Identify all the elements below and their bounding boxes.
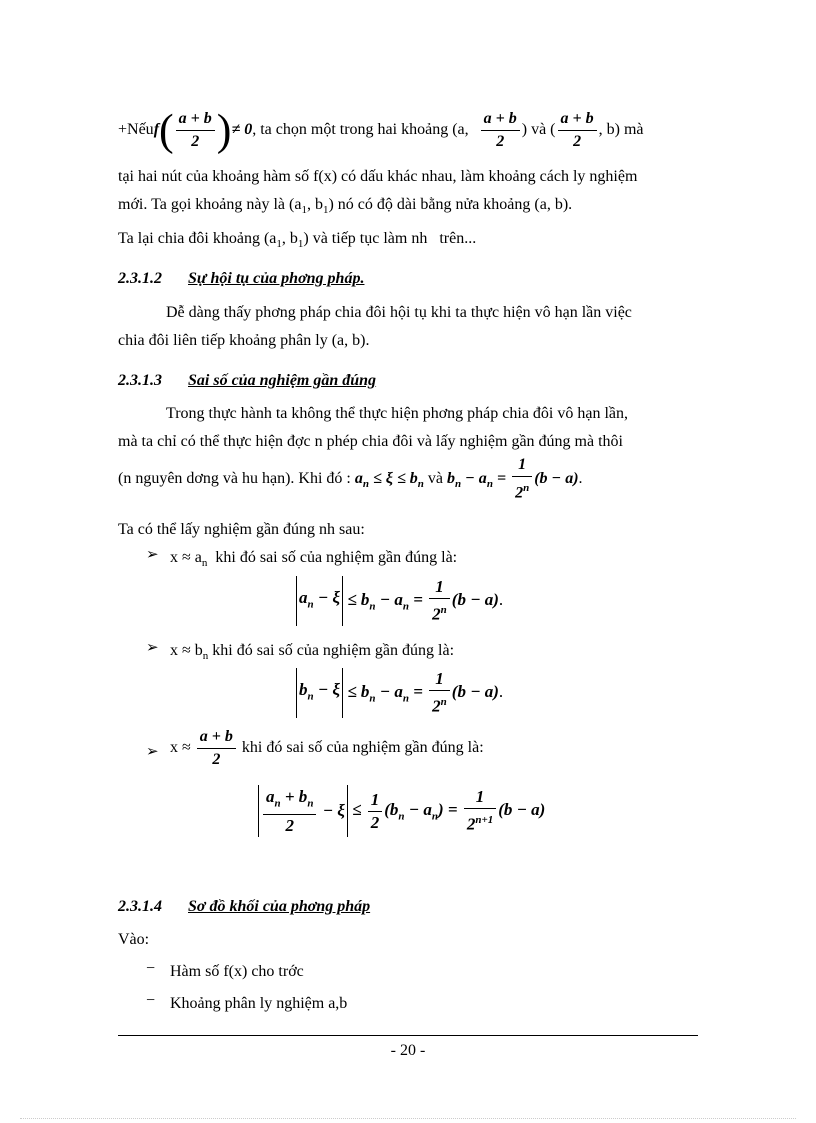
para1-line2: tại hai nút của khoảng hàm số f(x) có dấu khác nhau, làm khoảng cách ly nghiệm <box>118 168 638 185</box>
page-number: - 20 - <box>390 1042 426 1059</box>
page-bottom-border <box>20 1118 796 1119</box>
dash-bullet-icon: − <box>146 992 156 1009</box>
footer-divider <box>118 1035 698 1036</box>
s2-line1: Dễ dàng thấy phơng pháp chia đôi hội tụ khi ta thực hiện vô hạn lần việc <box>166 304 632 321</box>
case2-line: $x \approx b_n$ khi đó sai số của nghiệm gần đúng là: <box>170 642 455 663</box>
case1-line: $x \approx a_n$ khi đó sai số của nghiệm gần đúng là: <box>170 549 458 570</box>
section-heading-error: 2.3.1.3 Sai số của nghiệm gần đúng <box>118 372 377 389</box>
formula-frac-mid2: $\frac{a + b}{2}$ <box>558 108 597 153</box>
para1-line1: +Nếuf( $\frac{a + b}{2}$ )≠ 0, ta chọn một trong hai khoảng (a, $\frac{a + b}{2}$ ) và ( $\frac{a + b}{2}$ , b) mà <box>118 105 644 155</box>
s3-line3: (n nguyên dơng và hu hạn). Khi đó : $a_n \le \xi \le b_n$ và $b_n - a_n$ = $\frac{1}{2^n}$ (b − a). <box>118 456 583 502</box>
section-heading-flowchart: 2.3.1.4 Sơ đồ khối của phơng pháp <box>118 898 371 915</box>
s3-intro: Ta có thể lấy nghiệm gần đúng nh sau: <box>118 521 365 538</box>
arrow-bullet-icon: ➢ <box>146 640 159 656</box>
formula-case2: $b_n - \xi \le b_n - a_n$ = $\frac{1}{2^n}$ (b − a). <box>296 668 503 721</box>
arrow-bullet-icon: ➢ <box>146 547 159 563</box>
arrow-bullet-icon: ➢ <box>146 744 159 760</box>
input-item-2: Khoảng phân ly nghiệm a,b <box>170 995 348 1012</box>
formula-frac-mid1: $\frac{a + b}{2}$ <box>481 108 520 153</box>
section-heading-convergence: 2.3.1.2 Sự hội tụ của phơng pháp. <box>118 270 365 287</box>
formula-frac-cond: $\frac{a + b}{2}$ <box>176 108 215 153</box>
case3-line: x ≈ $\frac{a + b}{2}$ khi đó sai số của nghiệm gần đúng là: <box>170 728 484 768</box>
para1-line3: mới. Ta gọi khoảng này là ($a_1$, $b_1$) nó có độ dài bằng nửa khoảng (a, b). <box>118 196 573 217</box>
formula-case1: $a_n - \xi \le b_n - a_n$ = $\frac{1}{2^n}$ (b − a). <box>296 576 503 629</box>
para2: Ta lại chia đôi khoảng ($a_1$, $b_1$) và tiếp tục làm nh trên... <box>118 230 477 251</box>
formula-case3: $\frac{a_n + b_n}{2}$ − ξ ≤ $\frac{1}{2}$ $(b_n - a_n)$ = $\frac{1}{2^{n+1}}$ (b − a) <box>258 784 545 842</box>
formula-bounds: $a_n \le \xi \le b_n$ <box>354 469 424 491</box>
input-label: Vào: <box>118 931 150 948</box>
dash-bullet-icon: − <box>146 960 156 977</box>
input-item-1: Hàm số f(x) cho trớc <box>170 963 304 980</box>
s3-line2: mà ta chỉ có thể thực hiện đợc n phép chia đôi và lấy nghiệm gần đúng mà thôi <box>118 433 623 450</box>
s2-line2: chia đôi liên tiếp khoảng phân ly (a, b). <box>118 332 370 349</box>
formula-length: $b_n - a_n$ = $\frac{1}{2^n}$ (b − a) <box>446 456 579 502</box>
s3-line1: Trong thực hành ta không thể thực hiện phơng pháp chia đôi vô hạn lần, <box>166 405 629 422</box>
formula-f: f <box>153 121 160 139</box>
